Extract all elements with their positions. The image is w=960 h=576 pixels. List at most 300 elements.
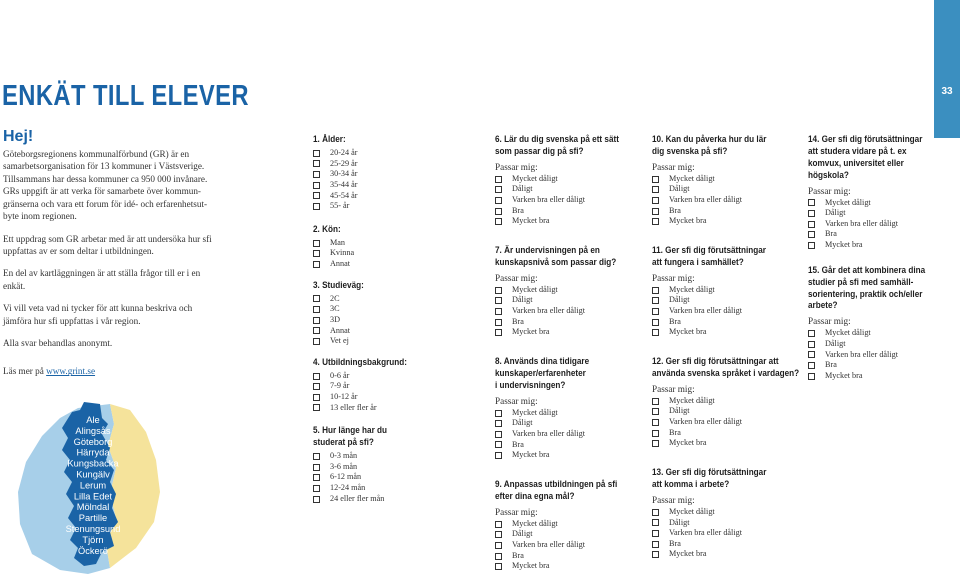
question-title: arbete? [808, 300, 838, 312]
checkbox-option[interactable] [652, 285, 802, 296]
checkbox[interactable] [313, 394, 320, 401]
option-label: Bra [512, 550, 524, 560]
intro-paragraph: En del av kartläggningen är att ställa frågor till er i en enkät. [3, 268, 201, 291]
checkbox-option[interactable] [495, 551, 635, 562]
option-label: Bra [512, 439, 524, 449]
option-list [313, 238, 463, 270]
option-label: Varken bra eller dåligt [825, 218, 898, 228]
questions-column-1 [313, 134, 463, 504]
question-block [313, 224, 463, 270]
question-title: att komma i arbete? [652, 478, 730, 490]
question-title: högskola? [808, 169, 849, 181]
checkbox[interactable] [495, 542, 502, 549]
prefer-label: Passar mig: [495, 506, 538, 517]
checkbox-option[interactable] [495, 450, 635, 461]
option-label: Dåligt [512, 184, 533, 194]
checkbox[interactable] [495, 287, 502, 294]
option-label: 25-29 år [330, 158, 358, 168]
checkbox-option[interactable] [313, 148, 463, 159]
question-title: 7. Är undervisningen på en [495, 245, 600, 257]
option-label: Mycket dåligt [669, 284, 715, 294]
prefer-label: Passar mig: [495, 272, 538, 283]
checkbox[interactable] [313, 373, 320, 380]
checkbox[interactable] [652, 541, 659, 548]
option-label: Varken bra eller dåligt [512, 195, 585, 205]
question-block [652, 467, 802, 560]
checkbox[interactable] [313, 240, 320, 247]
checkbox[interactable] [808, 351, 815, 358]
checkbox-option[interactable] [313, 392, 463, 403]
checkbox-option[interactable] [313, 201, 463, 212]
checkbox[interactable] [652, 329, 659, 336]
question-title: 10. Kan du påverka hur du lär [652, 134, 767, 145]
option-list [808, 198, 958, 251]
checkbox-option[interactable] [495, 418, 635, 429]
option-label: Mycket dåligt [512, 407, 558, 417]
checkbox-option[interactable] [808, 360, 958, 371]
option-label: Mycket bra [669, 549, 707, 559]
prefer-label: Passar mig: [652, 494, 695, 505]
checkbox[interactable] [652, 218, 659, 225]
checkbox[interactable] [313, 383, 320, 390]
prefer-label: Passar mig: [495, 395, 538, 406]
question-title: 11. Ger sfi dig förutsättningar [652, 245, 766, 257]
read-more-line [3, 365, 217, 377]
prefer-label: Passar mig: [808, 185, 851, 196]
checkbox-option[interactable] [652, 507, 802, 518]
checkbox[interactable] [652, 519, 659, 526]
question-title: sorientering, praktik och/eller [808, 288, 923, 300]
option-label: 24 eller fler mån [330, 493, 385, 503]
option-label: Mycket dåligt [669, 506, 715, 516]
checkbox[interactable] [652, 408, 659, 415]
checkbox[interactable] [652, 297, 659, 304]
checkbox-option[interactable] [313, 336, 463, 347]
checkbox-option[interactable] [495, 216, 635, 227]
checkbox[interactable] [313, 464, 320, 471]
checkbox-option[interactable] [652, 216, 802, 227]
option-label: 12-24 mån [330, 483, 366, 493]
checkbox-option[interactable] [652, 417, 802, 428]
question-block [495, 479, 635, 572]
option-list [495, 519, 635, 572]
checkbox-option[interactable] [313, 381, 463, 392]
intro-paragraph: Vi vill veta vad ni tycker för att kunna beskriva och jämföra hur sfi uppfattas i vår region. [3, 303, 193, 326]
checkbox-option[interactable] [652, 306, 802, 317]
checkbox-option[interactable] [495, 327, 635, 338]
option-label: Dåligt [669, 406, 690, 416]
checkbox-option[interactable] [652, 327, 802, 338]
checkbox-option[interactable] [495, 529, 635, 540]
checkbox-option[interactable] [652, 174, 802, 185]
checkbox-option[interactable] [808, 371, 958, 382]
checkbox-option[interactable] [495, 174, 635, 185]
checkbox-option[interactable] [313, 472, 463, 483]
option-label: Varken bra eller dåligt [669, 417, 742, 427]
checkbox[interactable] [495, 410, 502, 417]
checkbox-option[interactable] [313, 191, 463, 202]
checkbox[interactable] [652, 319, 659, 326]
checkbox[interactable] [808, 362, 815, 369]
question-block [495, 356, 635, 461]
option-label: Bra [669, 538, 681, 548]
checkbox-option[interactable] [652, 438, 802, 449]
page-title: ENKÄT TILL ELEVER [2, 80, 249, 112]
checkbox[interactable] [495, 441, 502, 448]
option-label: 35-44 år [330, 179, 358, 189]
checkbox-option[interactable] [495, 519, 635, 530]
checkbox-option[interactable] [652, 406, 802, 417]
option-label: Mycket bra [512, 561, 550, 571]
question-block [313, 357, 463, 414]
checkbox[interactable] [313, 404, 320, 411]
checkbox-option[interactable] [495, 184, 635, 195]
option-label: Mycket bra [825, 240, 863, 250]
option-label: Dåligt [669, 295, 690, 305]
map-municipality-label: Öckerö [78, 545, 108, 556]
question-title: 8. Används dina tidigare [495, 356, 590, 368]
checkbox-option[interactable] [313, 294, 463, 305]
question-title: 5. Hur länge har du [313, 425, 388, 437]
map-municipality-label: Kungsbacka [67, 458, 119, 469]
option-label: 6-12 mån [330, 472, 362, 482]
checkbox[interactable] [652, 176, 659, 183]
website-link[interactable]: www.grint.se [46, 366, 96, 377]
questions-column-4 [808, 134, 958, 382]
option-label: Varken bra eller dåligt [512, 540, 585, 550]
option-list [652, 285, 802, 338]
checkbox-option[interactable] [652, 428, 802, 439]
option-label: 55- år [330, 201, 350, 211]
option-label: 7-9 år [330, 381, 350, 391]
option-label: Bra [825, 360, 837, 370]
checkbox[interactable] [652, 186, 659, 193]
option-list [495, 408, 635, 461]
checkbox[interactable] [313, 250, 320, 257]
question-title: 15. Går det att kombinera dina [808, 264, 926, 276]
option-list [313, 451, 463, 504]
checkbox[interactable] [652, 530, 659, 537]
checkbox-option[interactable] [313, 494, 463, 505]
checkbox-option[interactable] [652, 549, 802, 560]
option-list [808, 328, 958, 381]
checkbox[interactable] [313, 338, 320, 345]
intro-section [3, 128, 217, 388]
option-label: Varken bra eller dåligt [512, 429, 585, 438]
question-title: 6. Lär du dig svenska på ett sätt [495, 134, 619, 145]
option-label: 3D [330, 314, 341, 324]
intro-paragraph: Alla svar behandlas anonymt. [3, 338, 113, 349]
checkbox[interactable] [495, 208, 502, 215]
option-label: Annat [330, 259, 351, 268]
option-label: Mycket bra [669, 438, 707, 448]
checkbox-option[interactable] [808, 229, 958, 240]
checkbox[interactable] [495, 452, 502, 459]
option-label: 30-34 år [330, 169, 358, 179]
checkbox[interactable] [313, 453, 320, 460]
checkbox-option[interactable] [495, 429, 635, 440]
checkbox[interactable] [495, 531, 502, 538]
option-label: 13 eller fler år [330, 402, 377, 412]
option-label: Mycket dåligt [825, 197, 871, 207]
option-list [495, 174, 635, 227]
option-label: Mycket dåligt [669, 395, 715, 405]
checkbox[interactable] [652, 440, 659, 447]
checkbox[interactable] [495, 218, 502, 225]
checkbox[interactable] [652, 419, 659, 426]
map-municipality-label: Lilla Edet [73, 491, 113, 502]
checkbox-option[interactable] [313, 304, 463, 315]
question-block [495, 245, 635, 338]
question-title: 12. Ger sfi dig förutsättningar att [652, 356, 779, 368]
checkbox[interactable] [313, 317, 320, 324]
checkbox[interactable] [495, 563, 502, 570]
question-title: 2. Kön: [313, 223, 341, 235]
checkbox[interactable] [808, 221, 815, 228]
checkbox[interactable] [652, 208, 659, 215]
question-title: att fungera i samhället? [652, 256, 744, 268]
checkbox[interactable] [313, 171, 320, 178]
checkbox-option[interactable] [652, 195, 802, 206]
prefer-label: Passar mig: [652, 161, 695, 172]
question-block [652, 356, 802, 449]
checkbox[interactable] [313, 327, 320, 334]
checkbox-option[interactable] [313, 259, 463, 270]
question-title: kunskapsnivå som passar dig? [495, 256, 617, 268]
question-title: dig svenska på sfi? [652, 145, 728, 157]
checkbox[interactable] [808, 242, 815, 249]
checkbox[interactable] [313, 192, 320, 199]
checkbox[interactable] [313, 182, 320, 189]
option-label: Varken bra eller dåligt [669, 195, 742, 205]
option-label: Varken bra eller dåligt [825, 349, 898, 359]
question-title: 14. Ger sfi dig förutsättningar [808, 134, 923, 145]
question-title: 4. Utbildningsbakgrund: [313, 356, 407, 368]
question-title: 3. Studieväg: [313, 279, 364, 291]
checkbox-option[interactable] [808, 198, 958, 209]
question-title: som passar dig på sfi? [495, 145, 584, 157]
checkbox-option[interactable] [313, 483, 463, 494]
checkbox[interactable] [652, 398, 659, 405]
checkbox-option[interactable] [495, 206, 635, 217]
map-municipality-label: Ale [86, 415, 100, 425]
read-more-text: Läs mer på [3, 366, 47, 377]
map-municipality-label: Kungälv [76, 469, 110, 480]
checkbox-option[interactable] [808, 219, 958, 230]
option-label: 0-3 mån [330, 451, 358, 461]
checkbox-option[interactable] [652, 396, 802, 407]
option-list [652, 174, 802, 227]
checkbox-option[interactable] [495, 540, 635, 551]
question-title: att studera vidare på t. ex [808, 145, 907, 157]
question-title: efter dina egna mål? [495, 490, 575, 502]
map-municipality-label: Mölndal [76, 502, 110, 513]
checkbox[interactable] [313, 496, 320, 503]
checkbox-option[interactable] [495, 306, 635, 317]
checkbox[interactable] [652, 287, 659, 294]
option-label: Kvinna [330, 248, 355, 258]
checkbox[interactable] [313, 295, 320, 302]
checkbox-option[interactable] [313, 159, 463, 170]
map-region-yellow [106, 404, 160, 568]
option-label: Mycket dåligt [512, 173, 558, 183]
option-label: Mycket bra [669, 216, 707, 226]
checkbox-option[interactable] [808, 208, 958, 219]
checkbox[interactable] [313, 485, 320, 492]
checkbox[interactable] [495, 186, 502, 193]
checkbox-option[interactable] [652, 317, 802, 328]
checkbox[interactable] [313, 474, 320, 481]
checkbox-option[interactable] [495, 317, 635, 328]
option-label: Mycket dåligt [512, 284, 558, 294]
checkbox[interactable] [495, 297, 502, 304]
option-label: Bra [512, 316, 524, 326]
question-block [495, 134, 635, 227]
option-label: Mycket dåligt [512, 518, 558, 528]
option-label: 3C [330, 304, 340, 314]
checkbox-option[interactable] [313, 326, 463, 337]
checkbox-option[interactable] [313, 180, 463, 191]
checkbox[interactable] [313, 160, 320, 167]
option-label: Bra [669, 427, 681, 437]
option-list [495, 285, 635, 338]
questions-column-2 [495, 134, 635, 572]
checkbox[interactable] [652, 308, 659, 315]
option-list [313, 294, 463, 347]
checkbox-option[interactable] [808, 339, 958, 350]
checkbox[interactable] [313, 261, 320, 268]
checkbox[interactable] [808, 373, 815, 380]
question-block [808, 265, 958, 382]
checkbox-option[interactable] [652, 539, 802, 550]
option-label: Mycket bra [512, 216, 550, 226]
checkbox-option[interactable] [808, 350, 958, 361]
checkbox[interactable] [652, 197, 659, 204]
checkbox[interactable] [495, 553, 502, 560]
checkbox[interactable] [495, 420, 502, 427]
checkbox-option[interactable] [495, 408, 635, 419]
checkbox[interactable] [313, 150, 320, 157]
map-municipality-label: Härryda [76, 447, 110, 458]
checkbox-option[interactable] [313, 403, 463, 414]
checkbox[interactable] [495, 431, 502, 438]
question-title: kunskaper/erfarenheter [495, 367, 586, 379]
question-block [652, 134, 802, 227]
checkbox-option[interactable] [313, 451, 463, 462]
checkbox-option[interactable] [313, 248, 463, 259]
question-title: 13. Ger sfi dig förutsättningar [652, 467, 767, 479]
option-label: Dåligt [512, 295, 533, 305]
checkbox[interactable] [495, 329, 502, 336]
prefer-label: Passar mig: [652, 272, 695, 283]
checkbox[interactable] [652, 509, 659, 516]
checkbox[interactable] [808, 231, 815, 238]
option-list [313, 371, 463, 414]
option-label: Mycket bra [512, 450, 550, 460]
option-label: Mycket dåligt [669, 173, 715, 183]
checkbox-option[interactable] [808, 240, 958, 251]
page-number: 33 [941, 86, 953, 97]
option-label: 0-6 år [330, 370, 350, 380]
option-label: Dåligt [512, 529, 533, 539]
checkbox-option[interactable] [495, 295, 635, 306]
checkbox-option[interactable] [313, 315, 463, 326]
checkbox[interactable] [313, 306, 320, 313]
checkbox[interactable] [652, 551, 659, 558]
option-label: 3-6 mån [330, 461, 358, 471]
checkbox[interactable] [808, 199, 815, 206]
option-label: Dåligt [512, 418, 533, 428]
checkbox-option[interactable] [652, 295, 802, 306]
greeting: Hej! [3, 128, 34, 145]
question-block [313, 134, 463, 212]
checkbox[interactable] [495, 521, 502, 528]
option-list [652, 396, 802, 449]
checkbox[interactable] [808, 330, 815, 337]
question-title: studier på sfi med samhäll- [808, 276, 914, 288]
checkbox[interactable] [313, 203, 320, 210]
option-label: Bra [669, 205, 681, 215]
checkbox-option[interactable] [313, 462, 463, 473]
question-title: 9. Anpassas utbildningen på sfi [495, 478, 618, 490]
region-map [18, 398, 160, 576]
map-municipality-label: Partille [78, 513, 108, 524]
question-title: 1. Ålder: [313, 134, 346, 145]
option-label: 10-12 år [330, 392, 358, 401]
checkbox-option[interactable] [495, 440, 635, 451]
checkbox[interactable] [808, 341, 815, 348]
checkbox[interactable] [495, 319, 502, 326]
checkbox[interactable] [495, 308, 502, 315]
checkbox-option[interactable] [808, 328, 958, 339]
option-list [313, 148, 463, 212]
option-label: 20-24 år [330, 147, 358, 157]
checkbox-option[interactable] [313, 238, 463, 249]
checkbox[interactable] [652, 430, 659, 437]
checkbox-option[interactable] [652, 206, 802, 217]
prefer-label: Passar mig: [652, 383, 695, 394]
checkbox-option[interactable] [652, 184, 802, 195]
option-label: Dåligt [825, 338, 846, 348]
checkbox-option[interactable] [495, 561, 635, 572]
map-municipality-label: Alingsås [75, 425, 111, 436]
checkbox[interactable] [808, 210, 815, 217]
option-label: Bra [512, 205, 524, 215]
checkbox-option[interactable] [313, 169, 463, 180]
option-label: Mycket bra [512, 327, 550, 337]
checkbox-option[interactable] [495, 195, 635, 206]
question-title: i undervisningen? [495, 379, 566, 391]
map-municipality-label: Tjörn [82, 534, 104, 545]
questions-column-3 [652, 134, 802, 560]
checkbox-option[interactable] [652, 518, 802, 529]
option-label: Varken bra eller dåligt [512, 306, 585, 316]
question-title: studerat på sfi? [313, 437, 374, 449]
checkbox-option[interactable] [495, 285, 635, 296]
checkbox-option[interactable] [313, 371, 463, 382]
option-label: Bra [669, 316, 681, 326]
map-municipality-label: Stenungsund [65, 524, 121, 534]
checkbox[interactable] [495, 197, 502, 204]
option-label: Dåligt [825, 208, 846, 218]
prefer-label: Passar mig: [495, 161, 538, 172]
option-label: Mycket dåligt [825, 328, 871, 338]
checkbox[interactable] [495, 176, 502, 183]
question-title: komvux, universitet eller [808, 157, 904, 169]
option-label: Man [330, 237, 346, 247]
checkbox-option[interactable] [652, 528, 802, 539]
option-label: Annat [330, 325, 351, 335]
